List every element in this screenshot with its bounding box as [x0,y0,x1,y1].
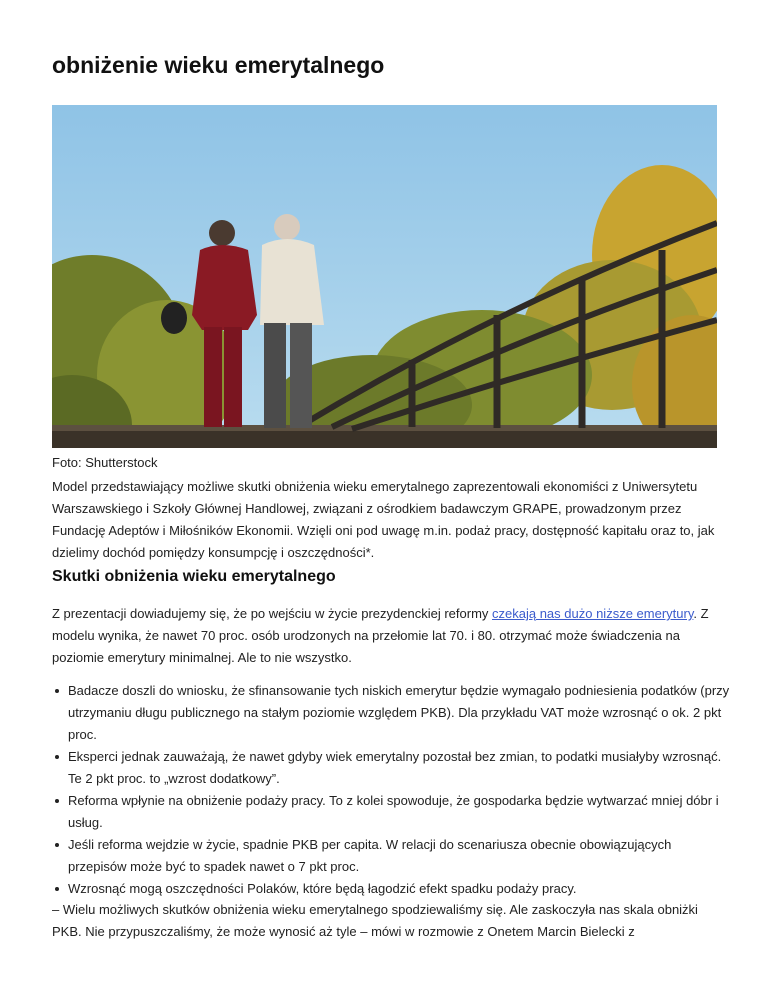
lower-pensions-link[interactable]: czekają nas dużo niższe emerytury [492,606,694,621]
list-item: Badacze doszli do wniosku, że sfinansowanie tych niskich emerytur będzie wymagało podniesienia podatków (przy utrzymaniu długu publicznego na stałym poziomie względem PKB). Dla przykładu VAT może wzrosnąć o ok. 2 pkt proc. [68,680,733,746]
paragraph-reform [52,603,717,669]
quote-paragraph: – Wielu możliwych skutków obniżenia wieku emerytalnego spodziewaliśmy się. Ale zaskoczyła nas skala obniżki PKB. Nie przypuszczaliśmy, że może wynosić aż tyle – mówi w rozmowie z Onetem Marcin Bielecki z [52,902,698,939]
paragraph-text: . Z modelu wynika, że nawet 70 proc. osób urodzonych na przełomie lat 70. i 80. otrzymać może świadczenia na poziomie emerytury minimalnej. Ale to nie wszystko. [52,606,709,665]
section-heading: Skutki obniżenia wieku emerytalnego [52,568,336,585]
list-item: Eksperci jednak zauważają, że nawet gdyby wiek emerytalny pozostał bez zmian, to podatki musiałyby wzrosnąć. Te 2 pkt proc. to „wzrost dodatkowy”. [68,746,733,790]
list-item: Reforma wpłynie na obniżenie podaży pracy. To z kolei spowoduje, że gospodarka będzie wytwarzać mniej dóbr i usług. [68,790,733,834]
intro-paragraph: Model przedstawiający możliwe skutki obniżenia wieku emerytalnego zaprezentowali ekonomiści z Uniwersytetu Warszawskiego i Szkoły Głównej Handlowej, związani z ośrodkiem badawczym GRAPE, prowadzonym przez Fundację Adeptów i Miłośników Ekonomii. Wzięli oni pod uwagę m.in. podaż pracy, dostępność kapitału oraz to, jak dzielimy dochód pomiędzy konsumpcję i oszczędności*. [52,479,715,560]
effects-list [52,680,733,900]
article-photo [52,105,717,448]
list-item: Jeśli reforma wejdzie w życie, spadnie PKB per capita. W relacji do scenariusza obecnie obowiązujących przepisów może być to spadek nawet o 7 pkt proc. [68,834,733,878]
photo-caption: Foto: Shutterstock [52,455,158,470]
paragraph-text: Z prezentacji dowiadujemy się, że po wejściu w życie prezydenckiej reformy [52,606,493,621]
page-title: obniżenie wieku emerytalnego [52,52,385,78]
list-item: Wzrosnąć mogą oszczędności Polaków, które będą łagodzić efekt spadku podaży pracy. [68,878,733,900]
